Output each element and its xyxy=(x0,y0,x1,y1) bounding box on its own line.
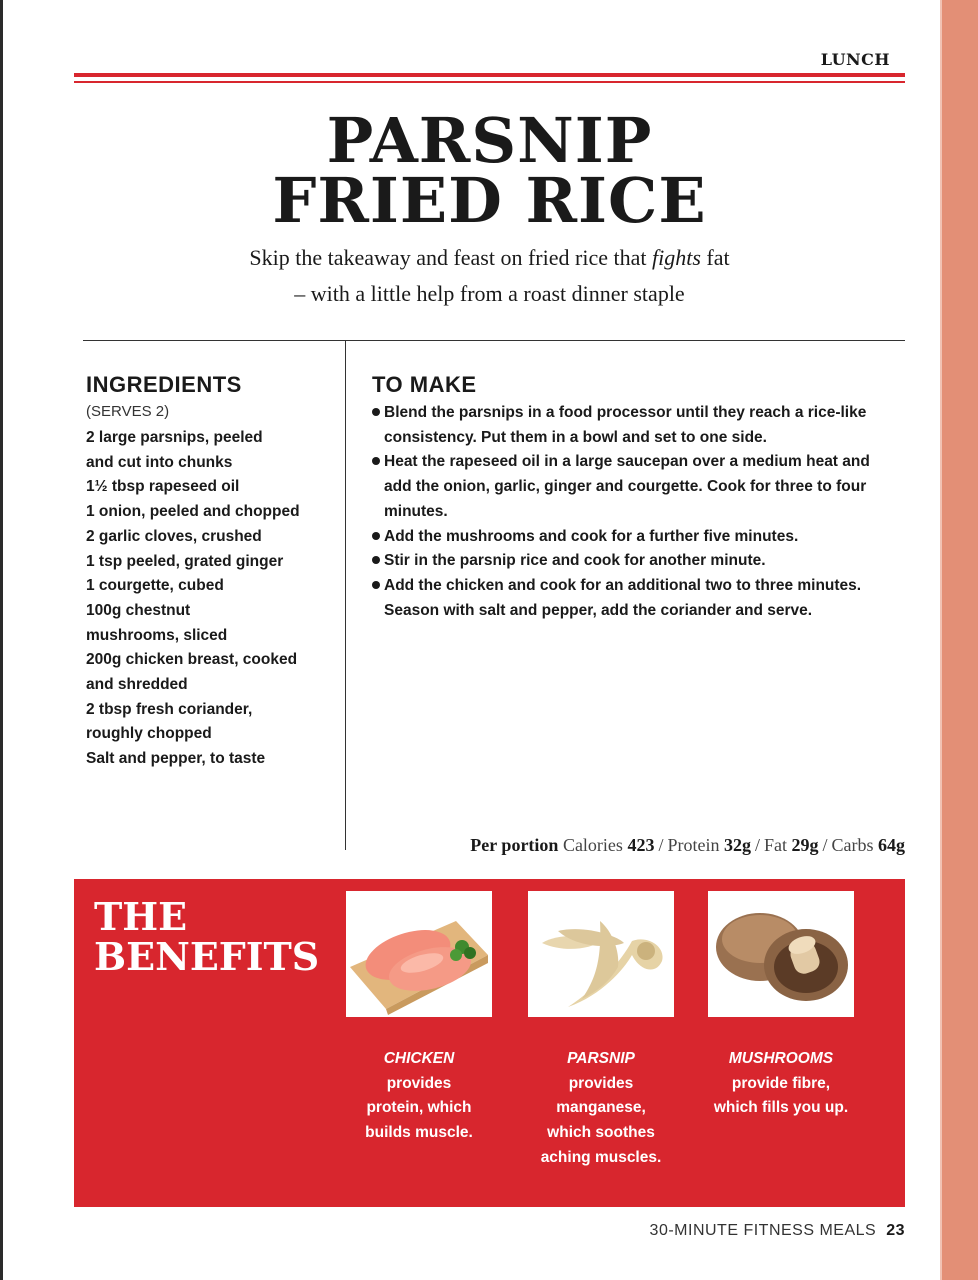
method-steps xyxy=(372,401,892,623)
method-step-text: Heat the rapeseed oil in a large saucepan over a medium heat and add the onion, garlic, ginger and courgette. Cook for three to four minutes. xyxy=(384,453,870,520)
protein-label: Protein xyxy=(667,835,720,855)
bullet-icon xyxy=(372,408,380,416)
section-label: LUNCH xyxy=(820,50,890,69)
method-step xyxy=(372,525,892,550)
bullet-icon xyxy=(372,581,380,589)
page-number: 23 xyxy=(886,1222,905,1239)
recipe-title-line-1: PARSNIP xyxy=(326,104,653,177)
benefit-food-name: MUSHROOMS xyxy=(728,1050,834,1067)
subtitle-emphasis: fights xyxy=(651,245,701,270)
ingredient-line: 200g chicken breast, cooked xyxy=(86,651,298,669)
method-step xyxy=(372,574,892,623)
method-step xyxy=(372,450,892,524)
serves-note: (SERVES 2) xyxy=(86,403,170,420)
benefits-title-line-1: THE xyxy=(94,894,188,939)
page-left-edge xyxy=(0,0,3,1280)
method-step xyxy=(372,401,892,450)
benefits-panel xyxy=(74,879,905,1207)
book-title: 30-MINUTE FITNESS MEALS xyxy=(649,1222,877,1239)
benefit-mushrooms xyxy=(708,891,854,1121)
ingredients-heading: INGREDIENTS xyxy=(86,372,242,397)
mushroom-photo xyxy=(708,891,854,1017)
separator: / xyxy=(754,835,760,855)
calories-value: 423 xyxy=(627,835,655,855)
ingredient-line: 1½ tbsp rapeseed oil xyxy=(86,478,240,496)
benefit-chicken xyxy=(346,891,492,1146)
benefits-title xyxy=(94,894,320,979)
benefit-caption xyxy=(688,1047,874,1121)
ingredient-line: 100g chestnut xyxy=(86,601,191,619)
benefit-line: provide fibre, xyxy=(731,1074,831,1092)
page-footer xyxy=(650,1222,905,1240)
ingredient-line: and cut into chunks xyxy=(86,453,233,471)
benefit-caption xyxy=(508,1047,694,1171)
benefit-line: provides xyxy=(568,1074,634,1092)
ingredient-line: 2 tbsp fresh coriander, xyxy=(86,700,253,718)
fat-value: 29g xyxy=(791,835,819,855)
benefit-line: provides xyxy=(386,1074,452,1092)
protein-value: 32g xyxy=(723,835,751,855)
header-rule xyxy=(74,73,905,77)
ingredient-line: 2 garlic cloves, crushed xyxy=(86,527,262,545)
chicken-breast-photo xyxy=(346,891,492,1017)
nutrition-label: Per portion xyxy=(470,835,559,855)
benefit-caption xyxy=(326,1047,512,1146)
ingredient-line: mushrooms, sliced xyxy=(86,626,228,644)
page-side-band xyxy=(942,0,978,1280)
subtitle-text-b: fat xyxy=(700,245,730,270)
ingredient-line: Salt and pepper, to taste xyxy=(86,750,266,768)
method-step-text: Stir in the parsnip rice and cook for another minute. xyxy=(384,552,766,570)
subtitle-text-a: Skip the takeaway and feast on fried rice that xyxy=(249,245,652,270)
method-step-text: Blend the parsnips in a food processor until they reach a rice-like consistency. Put them in a bowl and set to one side. xyxy=(384,404,867,446)
benefit-parsnip xyxy=(528,891,674,1171)
ingredient-line: 2 large parsnips, peeled xyxy=(86,429,263,446)
benefit-line: which fills you up. xyxy=(713,1099,849,1117)
bullet-icon xyxy=(372,532,380,540)
ingredient-line: and shredded xyxy=(86,676,188,694)
recipe-title-line-2: FRIED RICE xyxy=(272,164,707,237)
ingredient-line: 1 onion, peeled and chopped xyxy=(86,503,300,521)
ingredient-line: 1 tsp peeled, grated ginger xyxy=(86,552,284,570)
header-rule-thin xyxy=(74,81,905,83)
separator: / xyxy=(658,835,664,855)
fat-label: Fat xyxy=(763,835,787,855)
carbs-value: 64g xyxy=(878,835,905,855)
ingredient-line: roughly chopped xyxy=(86,725,212,743)
benefit-line: manganese, xyxy=(556,1099,646,1117)
nutrition-summary xyxy=(470,835,905,856)
method-step xyxy=(372,549,892,574)
benefits-title-line-2: BENEFITS xyxy=(94,934,320,979)
carbs-label: Carbs xyxy=(831,835,874,855)
method-step-text: Add the mushrooms and cook for a further five minutes. xyxy=(384,527,799,545)
benefit-food-name: CHICKEN xyxy=(383,1050,455,1067)
ingredients-list xyxy=(86,426,336,772)
recipe-subtitle-line-2: – with a little help from a roast dinner staple xyxy=(294,281,685,306)
column-divider xyxy=(345,340,346,850)
method-step-text: Add the chicken and cook for an additional two to three minutes. Season with salt and pepper, add the coriander and serve. xyxy=(384,576,862,619)
benefit-food-name: PARSNIP xyxy=(567,1050,635,1067)
separator: / xyxy=(822,835,828,855)
ingredient-line: 1 courgette, cubed xyxy=(86,577,224,595)
recipe-subtitle-line-1 xyxy=(74,240,905,276)
bullet-icon xyxy=(372,556,380,564)
benefit-line: builds muscle. xyxy=(365,1124,473,1142)
content-top-rule xyxy=(83,340,905,341)
benefit-line: aching muscles. xyxy=(540,1148,662,1166)
method-heading: TO MAKE xyxy=(372,372,477,397)
calories-label: Calories xyxy=(562,835,623,855)
benefit-line: which soothes xyxy=(547,1124,655,1142)
bullet-icon xyxy=(372,457,380,465)
parsnip-photo xyxy=(528,891,674,1017)
benefit-line: protein, which xyxy=(366,1099,472,1117)
